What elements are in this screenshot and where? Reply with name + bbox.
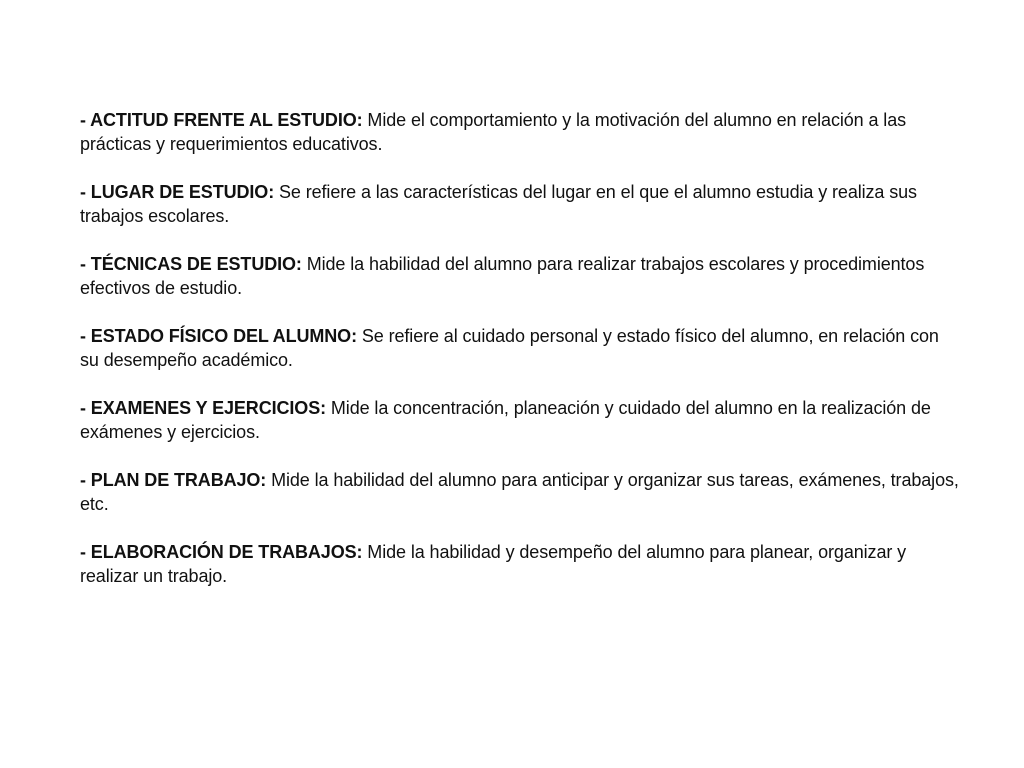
slide-content <box>80 108 960 612</box>
item-estado-fisico-del-alumno <box>80 324 960 372</box>
item-term: - LUGAR DE ESTUDIO: <box>80 182 275 202</box>
item-examenes-y-ejercicios <box>80 396 960 444</box>
item-tecnicas-de-estudio <box>80 252 960 300</box>
item-term: - PLAN DE TRABAJO: <box>80 470 267 490</box>
item-description: Mide la habilidad del alumno para realizar trabajos escolares y procedimientos efectivos de estudio. <box>80 254 925 298</box>
item-term: - ESTADO FÍSICO DEL ALUMNO: <box>80 326 357 346</box>
item-plan-de-trabajo <box>80 468 960 516</box>
item-description: Mide el comportamiento y la motivación del alumno en relación a las prácticas y requerimientos educativos. <box>80 110 907 154</box>
item-term: - ELABORACIÓN DE TRABAJOS: <box>80 542 363 562</box>
item-elaboracion-de-trabajos <box>80 540 960 588</box>
item-description: Mide la habilidad y desempeño del alumno para planear, organizar y realizar un trabajo. <box>80 542 907 586</box>
item-term: - ACTITUD FRENTE AL ESTUDIO: <box>80 110 363 130</box>
item-description: Se refiere a las características del lugar en el que el alumno estudia y realiza sus trabajos escolares. <box>80 182 917 226</box>
item-term: - EXAMENES Y EJERCICIOS: <box>80 398 326 418</box>
item-lugar-de-estudio <box>80 180 960 228</box>
item-term: - TÉCNICAS DE ESTUDIO: <box>80 254 302 274</box>
item-description: Se refiere al cuidado personal y estado físico del alumno, en relación con su desempeño académico. <box>80 326 939 370</box>
item-actitud-frente-al-estudio <box>80 108 960 156</box>
item-description: Mide la habilidad del alumno para anticipar y organizar sus tareas, exámenes, trabajos, etc. <box>80 470 959 514</box>
item-description: Mide la concentración, planeación y cuidado del alumno en la realización de exámenes y ejercicios. <box>80 398 931 442</box>
